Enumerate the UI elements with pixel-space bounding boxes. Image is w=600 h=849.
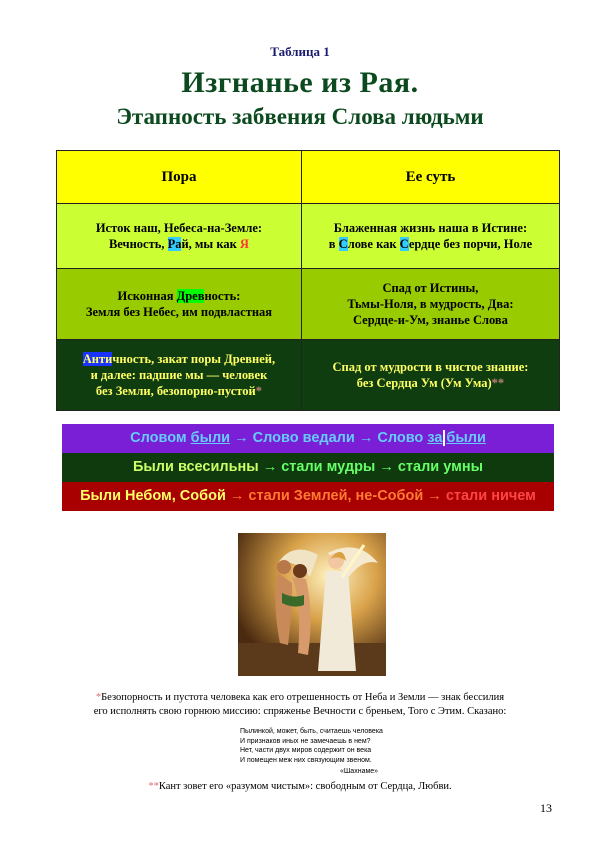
table-row bbox=[57, 269, 560, 340]
page-number: 13 bbox=[540, 801, 552, 815]
highlight: Анти bbox=[82, 352, 113, 366]
highlight: С bbox=[399, 237, 409, 251]
table-header-row bbox=[57, 151, 560, 204]
table-cell: Исток наш, Небеса-на-Земле: Вечность, Рай, мы как Я bbox=[57, 204, 302, 269]
highlight: С bbox=[338, 237, 348, 251]
table-cell: Античность, закат поры Древней, и далее: падшие мы — человек без Земли, безопорно-пустой* bbox=[57, 340, 302, 411]
footnote-mark: ** bbox=[491, 376, 505, 390]
footnote-mark: * bbox=[255, 384, 262, 398]
poem-source: «Шахнаме» bbox=[340, 768, 379, 775]
table-caption: Таблица 1 bbox=[270, 44, 330, 59]
table-cell: Спад от мудрости в чистое знание: без Сердца Ум (Ум Ума)** bbox=[301, 340, 559, 411]
table-cell: Спад от Истины, Тьмы-Ноля, в мудрость, Два: Сердце-и-Ум, знанье Слова bbox=[301, 269, 559, 340]
stages-table bbox=[56, 150, 560, 411]
poem-quote: Пылинкой, может, быть, считаешь человека И признаков иных не замечаешь в нем? Нет, части двух миров содержит он века И помещен меж них связующим звеном. bbox=[240, 728, 383, 764]
header-cell-sut: Ее суть bbox=[301, 151, 559, 204]
highlight: Древ bbox=[176, 289, 205, 303]
band-self-stages: Были Небом, Собой → стали Землей, не-Собой → стали ничем bbox=[62, 482, 554, 511]
highlight: Ра bbox=[167, 237, 182, 251]
page-title: Изгнанье из Рая. bbox=[181, 66, 419, 99]
footnote-mark: * bbox=[95, 692, 102, 703]
band-power-stages: Были всесильны → стали мудры → стали умны bbox=[62, 453, 554, 482]
expulsion-painting bbox=[238, 533, 386, 676]
table-row bbox=[57, 340, 560, 411]
page-subtitle: Этапность забвения Слова людьми bbox=[116, 104, 484, 129]
header-cell-pora: Пора bbox=[57, 151, 302, 204]
footnote-1: *Безопорность и пустота человека как его отрешенность от Неба и Земли — знак бессилия его исполнять свою горнюю миссию: спряженье Вечности с бреньем, Того с Этим. Сказано: bbox=[93, 692, 507, 717]
table-cell: Блаженная жизнь наша в Истине: в Слове как Сердце без порчи, Ноле bbox=[301, 204, 559, 269]
red-text: Я bbox=[239, 237, 249, 251]
band-word-stages: Словом были → Слово ведали → Слово за были bbox=[62, 424, 554, 453]
footnote-mark: ** bbox=[148, 781, 159, 792]
table-row bbox=[57, 204, 560, 269]
table-cell: Исконная Древность: Земля без Небес, им подвластная bbox=[57, 269, 302, 340]
footnote-2: **Кант зовет его «разумом чистым»: свободным от Сердца, Любви. bbox=[148, 781, 452, 792]
